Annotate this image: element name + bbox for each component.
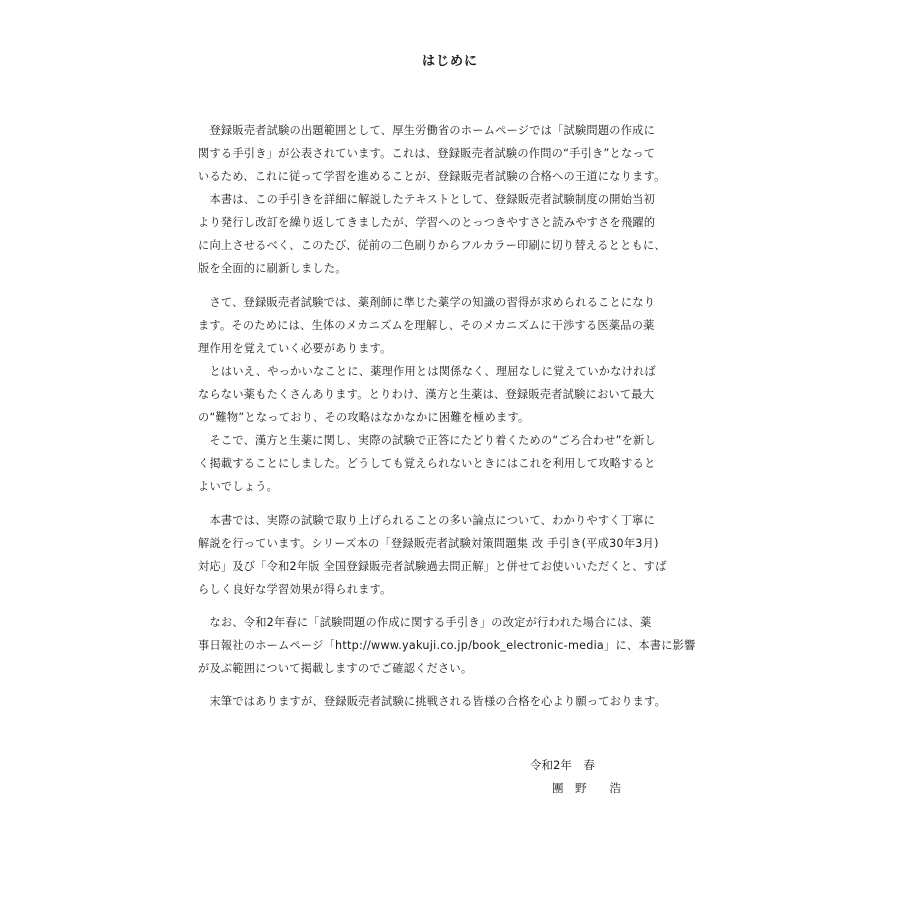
paragraph-line: が及ぶ範囲について掲載しますのでご確認ください。 — [198, 662, 473, 675]
paragraph-line: 事日報社のホームページ「http://www.yakuji.co.jp/book_electronic-media」に、本書に影響 — [198, 639, 696, 652]
paragraph-line: ます。そのためには、生体のメカニズムを理解し、そのメカニズムに干渉する医薬品の薬 — [198, 319, 655, 332]
paragraph-line: 本書では、実際の試験で取り上げられることの多い論点について、わかりやすく丁寧に — [198, 514, 656, 527]
paragraph-line: いるため、これに従って学習を進めることが、登録販売者試験の合格への王道になります。 — [198, 170, 666, 183]
page-title: はじめに — [421, 54, 478, 69]
paragraph-line: 理作用を覚えていく必要があります。 — [198, 342, 392, 355]
paragraph-line: に向上させるべく、このたび、従前の二色刷りからフルカラー印刷に切り替えるとともに、 — [198, 239, 666, 252]
paragraph-line: よいでしょう。 — [198, 480, 279, 493]
paragraph-line: の“難物”となっており、その攻略はなかなかに困難を極めます。 — [198, 411, 530, 424]
paragraph-line: 解説を行っています。シリーズ本の「登録販売者試験対策問題集 改 手引き(平成30年3月) — [198, 537, 659, 550]
paragraph-line: 末筆ではありますが、登録販売者試験に挑戦される皆様の合格を心より願っております。 — [198, 695, 667, 708]
paragraph-line: 登録販売者試験の出題範囲として、厚生労働省のホームページでは「試験問題の作成に — [198, 124, 656, 137]
paragraph-line: 関する手引き」が公表されています。これは、登録販売者試験の作問の“手引き”となって — [198, 147, 656, 160]
paragraph-line: 対応」及び「令和2年版 全国登録販売者試験過去問正解」と併せてお使いいただくと、すば — [198, 560, 667, 573]
paragraph-line: そこで、漢方と生薬に関し、実際の試験で正答にたどり着くための“ごろ合わせ”を新し — [198, 434, 656, 447]
paragraph-line: 本書は、この手引きを詳細に解説したテキストとして、登録販売者試験制度の開始当初 — [198, 193, 656, 206]
paragraph-line: 版を全面的に刷新しました。 — [198, 262, 347, 275]
paragraph-line: なお、令和2年春に「試験問題の作成に関する手引き」の改定が行われた場合には、薬 — [198, 616, 652, 629]
paragraph-line: らしく良好な学習効果が得られます。 — [198, 583, 392, 596]
paragraph-line: く掲載することにしました。どうしても覚えられないときにはこれを利用して攻略すると — [198, 457, 656, 470]
signature-date: 令和2年 春 — [530, 758, 595, 772]
paragraph-line: とはいえ、やっかいなことに、薬理作用とは関係なく、理屈なしに覚えていかなければ — [198, 365, 656, 378]
paragraph-line: ならない薬もたくさんあります。とりわけ、漢方と生薬は、登録販売者試験において最大 — [198, 388, 655, 401]
paragraph-line: より発行し改訂を繰り返してきましたが、学習へのとっつきやすさと読みやすさを飛躍的 — [198, 216, 656, 229]
paragraph-line: さて、登録販売者試験では、薬剤師に準じた薬学の知識の習得が求められることになり — [198, 296, 656, 309]
signature-author: 團 野 浩 — [552, 781, 621, 795]
